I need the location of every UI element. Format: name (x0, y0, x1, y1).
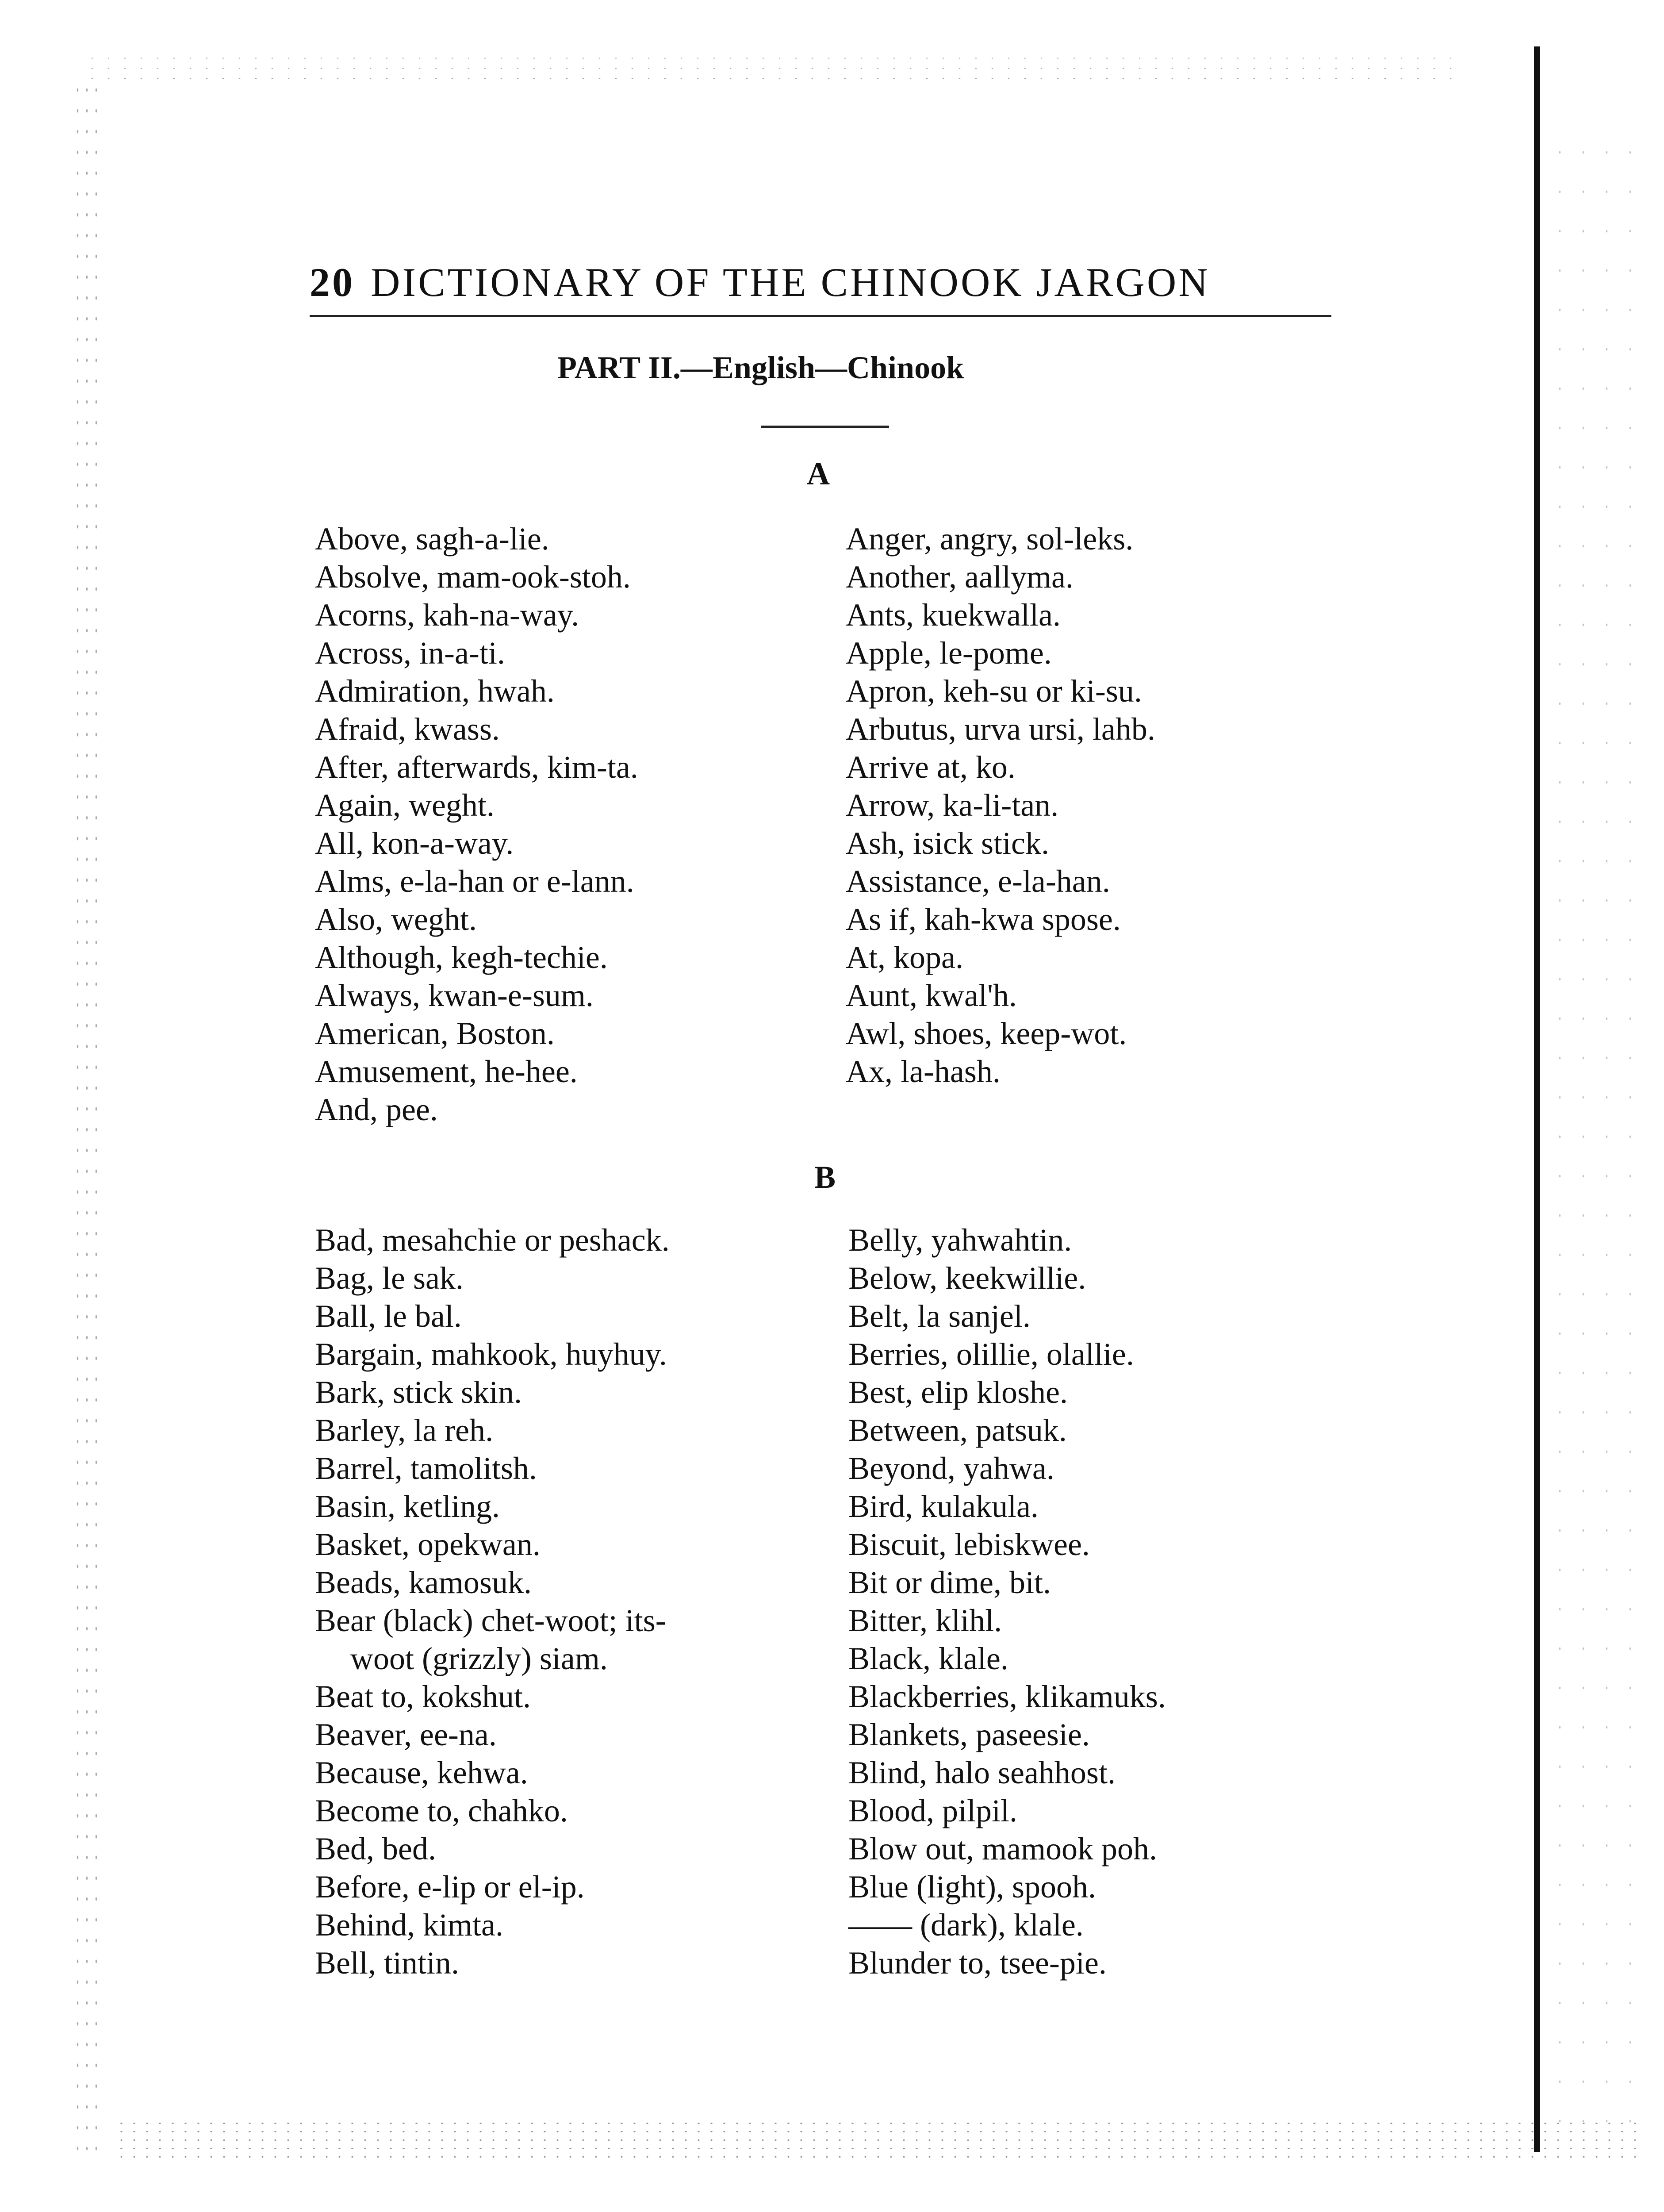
running-title: DICTIONARY OF THE CHINOOK JARGON (371, 260, 1210, 305)
entry: Blunder to, tsee-pie. (848, 1945, 1107, 1981)
entry: Assistance, e-la-han. (846, 864, 1110, 899)
entry: Beaver, ee-na. (315, 1717, 497, 1752)
entry: Behind, kimta. (315, 1907, 503, 1943)
entry: Belt, la sanjel. (848, 1298, 1031, 1334)
scan-noise-left (73, 80, 100, 2159)
entry: Berries, olillie, olallie. (848, 1336, 1134, 1372)
entry: Bit or dime, bit. (848, 1565, 1051, 1600)
entry: Bargain, mahkook, huyhuy. (315, 1336, 667, 1372)
entry: Arbutus, urva ursi, lahb. (846, 711, 1155, 747)
entry: American, Boston. (315, 1016, 555, 1051)
entry: All, kon-a-way. (315, 826, 514, 861)
entry: Beat to, kokshut. (315, 1679, 531, 1714)
entry: Blind, halo seahhost. (848, 1755, 1116, 1790)
entry: Black, klale. (848, 1641, 1008, 1676)
entry: Awl, shoes, keep-wot. (846, 1016, 1127, 1051)
entry: Above, sagh-a-lie. (315, 521, 549, 557)
entry: Blankets, paseesie. (848, 1717, 1090, 1752)
entry-column-a-right (846, 520, 1155, 1091)
page-edge-rule (1534, 46, 1540, 2152)
entry: Also, weght. (315, 902, 477, 937)
entry: Bird, kulakula. (848, 1489, 1039, 1524)
entry: Bed, bed. (315, 1831, 436, 1866)
entry: Arrow, ka-li-tan. (846, 787, 1059, 823)
entry: Apple, le-pome. (846, 635, 1052, 671)
entry: Alms, e-la-han or e-lann. (315, 864, 634, 899)
entry: Amusement, he-hee. (315, 1054, 578, 1089)
entry: Below, keekwillie. (848, 1260, 1086, 1296)
entry: Anger, angry, sol-leks. (846, 521, 1134, 557)
entry-column-b-left (315, 1221, 670, 1982)
running-head (310, 259, 1331, 316)
section-letter-a: A (807, 456, 830, 492)
page-number: 20 (310, 260, 355, 305)
entry-continuation: woot (grizzly) siam. (350, 1641, 608, 1676)
entry: Absolve, mam-ook-stoh. (315, 559, 631, 595)
entry: Between, patsuk. (848, 1413, 1067, 1448)
entry: Blackberries, klikamuks. (848, 1679, 1166, 1714)
part-heading: PART II.—English—Chinook (557, 350, 964, 385)
entry: Ants, kuekwalla. (846, 597, 1061, 633)
entry: Bitter, klihl. (848, 1603, 1002, 1638)
header-rule (310, 315, 1331, 317)
entry: Acorns, kah-na-way. (315, 597, 579, 633)
entry: Ax, la-hash. (846, 1054, 1001, 1089)
entry: Across, in-a-ti. (315, 635, 505, 671)
entry: Blow out, mamook poh. (848, 1831, 1157, 1866)
entry: After, afterwards, kim-ta. (315, 749, 638, 785)
entry: Another, aallyma. (846, 559, 1074, 595)
entry: Basin, ketling. (315, 1489, 500, 1524)
entry: Ball, le bal. (315, 1298, 462, 1334)
entry: Apron, keh-su or ki-su. (846, 673, 1142, 709)
entry: Bear (black) chet-woot; its- (315, 1603, 666, 1638)
entry: Bad, mesahchie or peshack. (315, 1222, 670, 1258)
entry: Because, kehwa. (315, 1755, 528, 1790)
entry: Biscuit, lebiskwee. (848, 1527, 1090, 1562)
entry: Become to, chahko. (315, 1793, 568, 1828)
section-divider (761, 426, 889, 428)
entry: Beyond, yahwa. (848, 1451, 1054, 1486)
entry: Blood, pilpil. (848, 1793, 1018, 1828)
entry: Basket, opekwan. (315, 1527, 541, 1562)
entry: Always, kwan-e-sum. (315, 978, 594, 1013)
entry: And, pee. (315, 1092, 438, 1127)
entry: —— (dark), klale. (848, 1907, 1084, 1943)
entry: Afraid, kwass. (315, 711, 500, 747)
entry: Aunt, kwal'h. (846, 978, 1017, 1013)
entry: Arrive at, ko. (846, 749, 1016, 785)
section-letter-b: B (814, 1160, 836, 1195)
entry: Although, kegh-techie. (315, 940, 608, 975)
scan-noise-top (84, 53, 1455, 84)
entry: Barley, la reh. (315, 1413, 494, 1448)
scan-noise-right (1548, 133, 1637, 2124)
entry: Admiration, hwah. (315, 673, 555, 709)
entry: Before, e-lip or el-ip. (315, 1869, 585, 1905)
entry: Beads, kamosuk. (315, 1565, 532, 1600)
entry: Belly, yahwahtin. (848, 1222, 1072, 1258)
entry: Ash, isick stick. (846, 826, 1049, 861)
entry: Again, weght. (315, 787, 495, 823)
entry: Barrel, tamolitsh. (315, 1451, 537, 1486)
entry: Bell, tintin. (315, 1945, 460, 1981)
scan-noise-bottom (115, 2119, 1645, 2161)
entry: As if, kah-kwa spose. (846, 902, 1121, 937)
entry-column-a-left (315, 520, 638, 1129)
entry: Bag, le sak. (315, 1260, 464, 1296)
entry: Blue (light), spooh. (848, 1869, 1096, 1905)
entry: Best, elip kloshe. (848, 1375, 1068, 1410)
entry: At, kopa. (846, 940, 963, 975)
entry: Bark, stick skin. (315, 1375, 522, 1410)
entry-column-b-right (848, 1221, 1166, 1982)
